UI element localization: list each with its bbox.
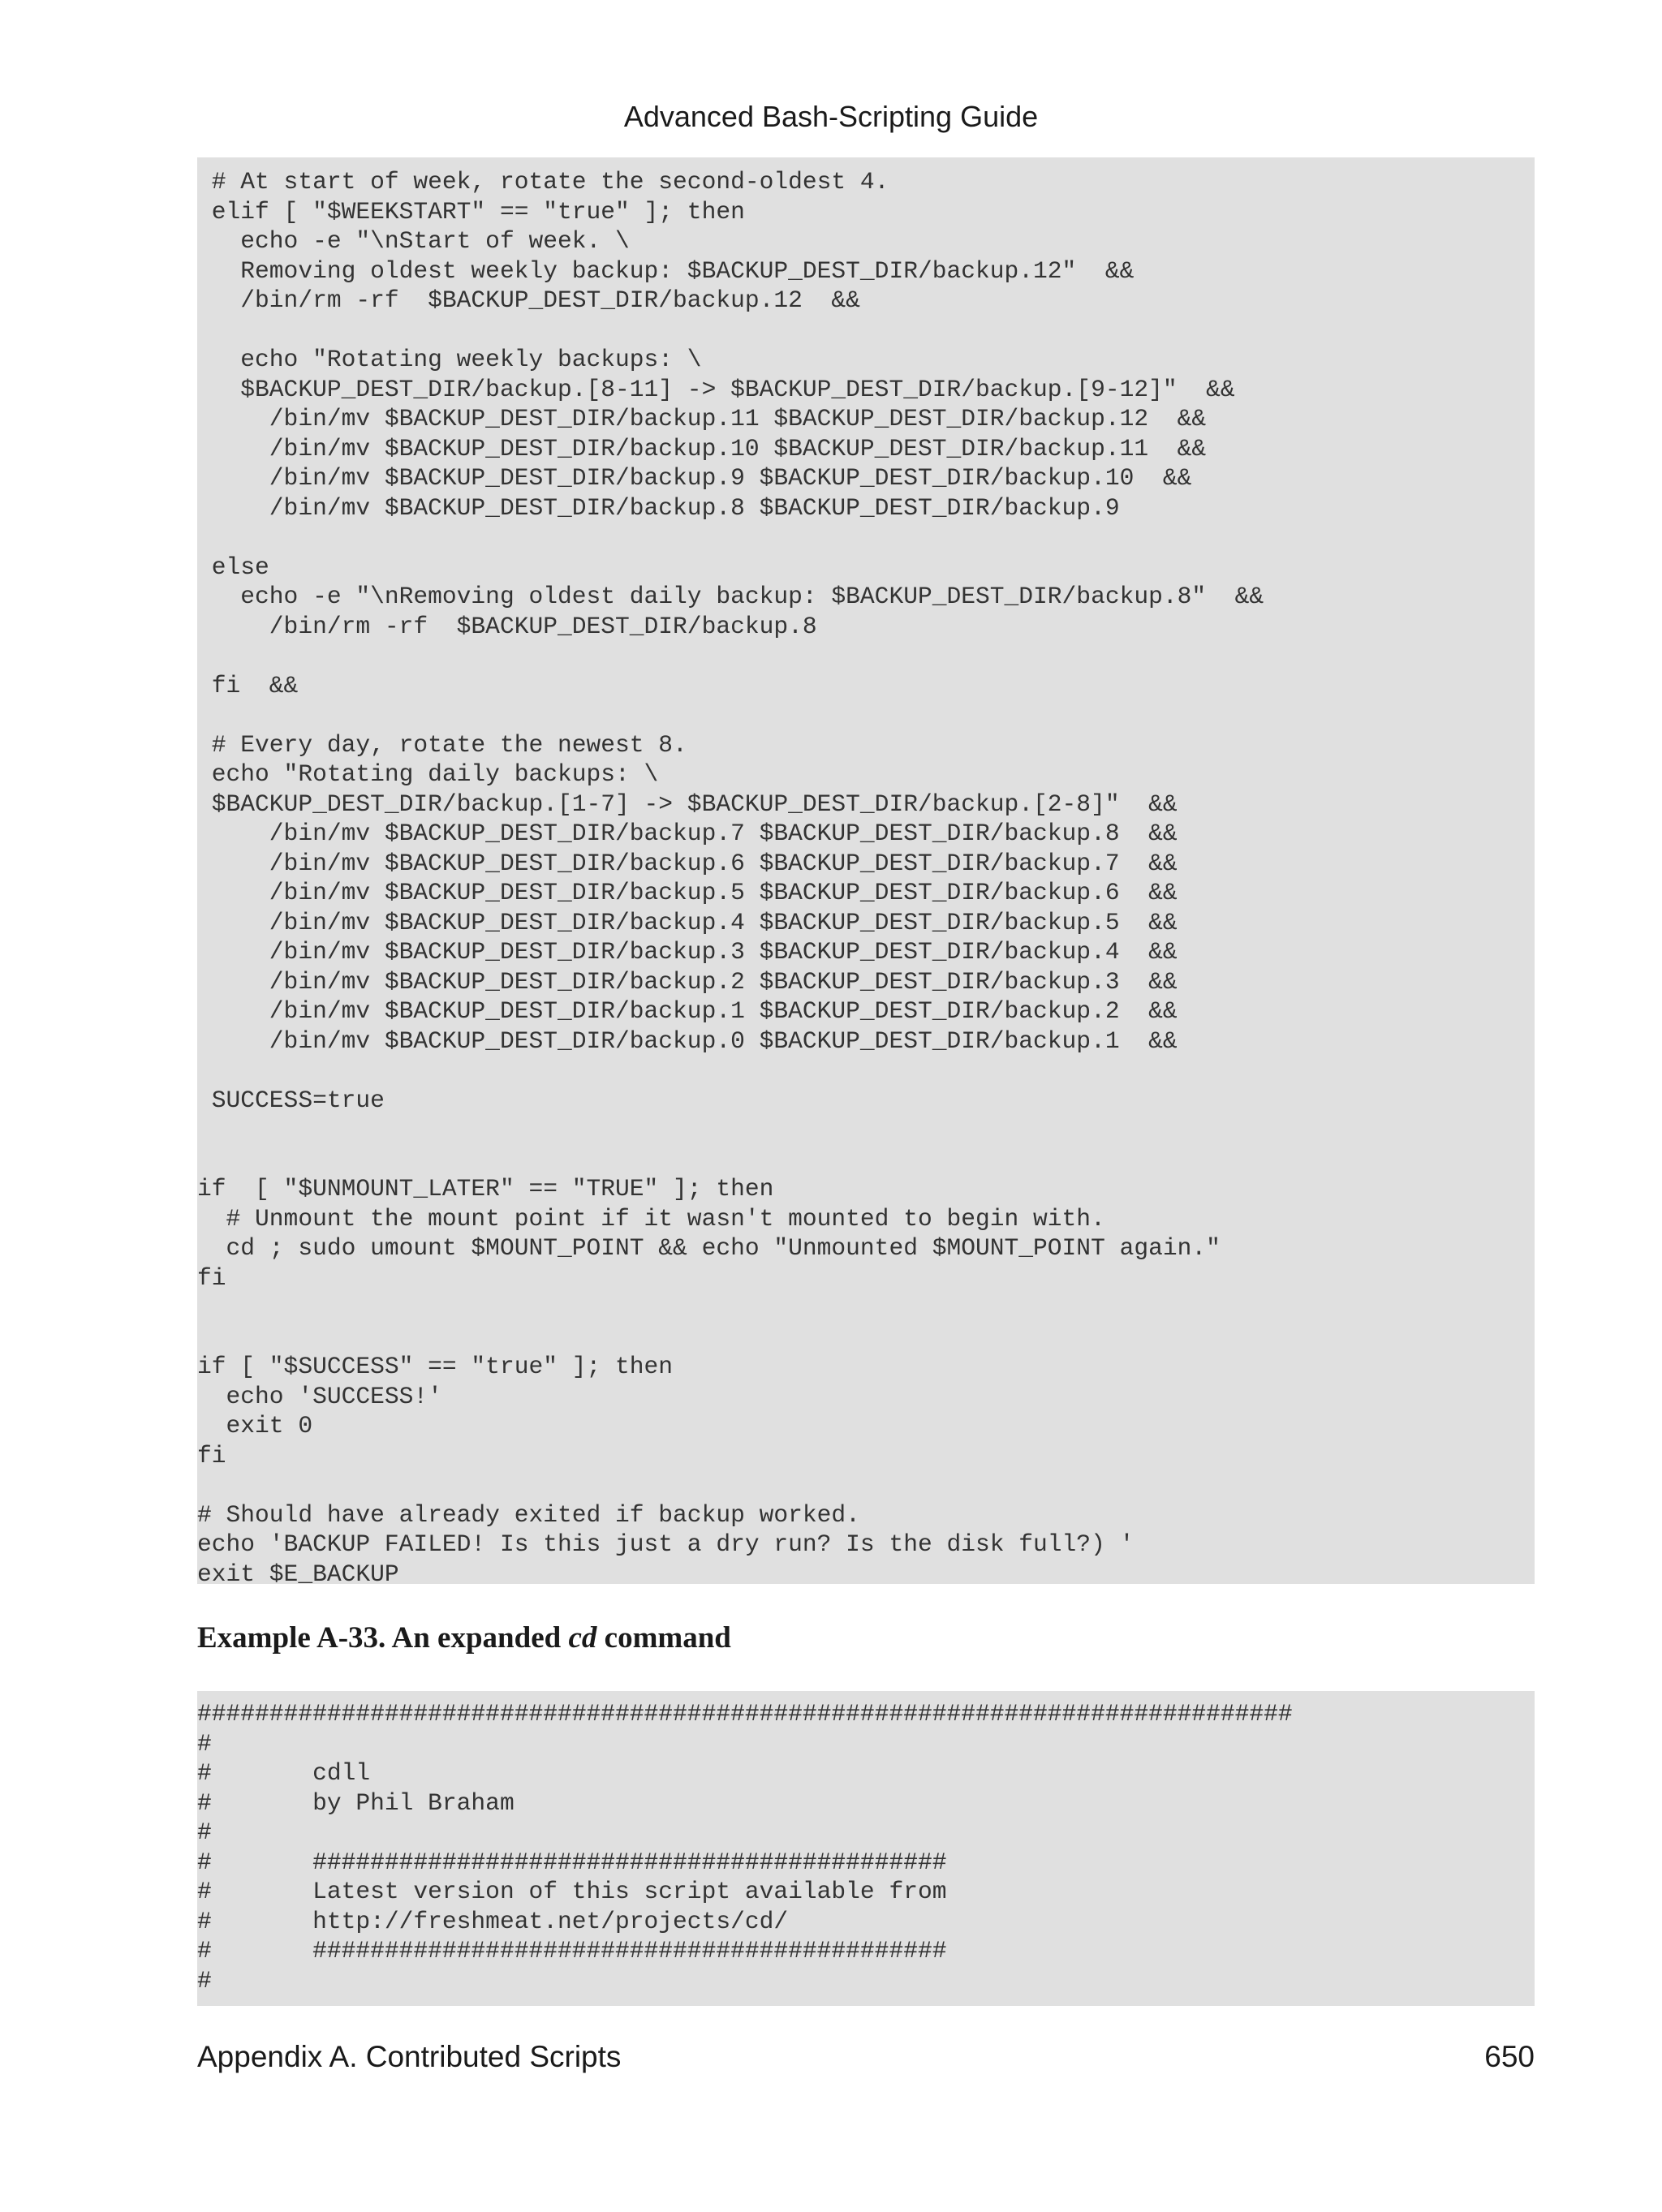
code-line: #: [197, 1966, 212, 1995]
code-line: echo "Rotating weekly backups: \: [197, 346, 702, 373]
code-line: # Unmount the mount point if it wasn't mounted to begin with.: [197, 1204, 1105, 1233]
code-line: echo 'SUCCESS!': [197, 1382, 442, 1410]
code-line: #: [197, 1818, 212, 1846]
code-line: [197, 641, 1535, 671]
code-line: [197, 1056, 1535, 1086]
example-title-suffix: command: [596, 1621, 731, 1655]
code-line: /bin/mv $BACKUP_DEST_DIR/backup.8 $BACKUP_DEST_DIR/backup.9: [197, 493, 1120, 522]
code-line: [197, 1145, 1535, 1175]
code-line: [197, 700, 1535, 730]
code-line: fi &&: [197, 671, 299, 699]
code-line: echo "Rotating daily backups: \: [197, 760, 659, 788]
footer-section-title: Appendix A. Contributed Scripts: [197, 2040, 622, 2073]
code-line: [197, 1323, 1535, 1353]
code-line: SUCCESS=true: [197, 1086, 385, 1114]
code-line: if [ "$SUCCESS" == "true" ]; then: [197, 1353, 674, 1380]
code-line: # by Phil Braham: [197, 1788, 515, 1817]
code-line: /bin/mv $BACKUP_DEST_DIR/backup.7 $BACKUP_DEST_DIR/backup.8 &&: [197, 820, 1178, 847]
code-line: Removing oldest weekly backup: $BACKUP_DEST_DIR/backup.12" &&: [197, 256, 1135, 285]
code-line: ############################################################################: [197, 1700, 1293, 1728]
code-block-cdll: [197, 1691, 1535, 2006]
code-line: /bin/mv $BACKUP_DEST_DIR/backup.5 $BACKUP_DEST_DIR/backup.6 &&: [197, 879, 1178, 906]
code-block-backup-rotation: [197, 157, 1535, 1584]
code-line: # ############################################: [197, 1848, 947, 1876]
code-line: /bin/mv $BACKUP_DEST_DIR/backup.11 $BACKUP_DEST_DIR/backup.12 &&: [197, 405, 1207, 433]
code-line: # ############################################: [197, 1937, 947, 1965]
code-line: # Latest version of this script available from: [197, 1878, 947, 1905]
code-line: $BACKUP_DEST_DIR/backup.[8-11] -> $BACKUP_DEST_DIR/backup.[9-12]" &&: [197, 375, 1235, 403]
code-line: else: [197, 553, 269, 581]
code-line: exit 0: [197, 1412, 313, 1440]
code-line: /bin/mv $BACKUP_DEST_DIR/backup.2 $BACKUP_DEST_DIR/backup.3 &&: [197, 967, 1178, 996]
code-line: /bin/mv $BACKUP_DEST_DIR/backup.9 $BACKUP_DEST_DIR/backup.10 &&: [197, 464, 1192, 492]
page-header: Advanced Bash-Scripting Guide: [623, 100, 1039, 133]
code-line: $BACKUP_DEST_DIR/backup.[1-7] -> $BACKUP_DEST_DIR/backup.[2-8]" &&: [197, 790, 1178, 818]
code-line: fi: [197, 1263, 226, 1292]
code-line: # http://freshmeat.net/projects/cd/: [197, 1907, 789, 1935]
code-line: echo 'BACKUP FAILED! Is this just a dry run? Is the disk full?) ': [197, 1530, 1135, 1558]
example-title-prefix: Example A-33. An expanded: [197, 1621, 569, 1655]
code-line: /bin/mv $BACKUP_DEST_DIR/backup.6 $BACKUP_DEST_DIR/backup.7 &&: [197, 849, 1178, 877]
code-line: [197, 1293, 1535, 1323]
code-line: exit $E_BACKUP: [197, 1560, 399, 1584]
code-line: echo -e "\nStart of week. \: [197, 227, 630, 255]
code-line: /bin/mv $BACKUP_DEST_DIR/backup.3 $BACKUP_DEST_DIR/backup.4 &&: [197, 938, 1178, 966]
code-line: #: [197, 1729, 212, 1758]
code-line: # Should have already exited if backup worked.: [197, 1500, 860, 1529]
code-line: [197, 316, 1535, 346]
code-line: echo -e "\nRemoving oldest daily backup: $BACKUP_DEST_DIR/backup.8" &&: [197, 583, 1264, 610]
code-line: # Every day, rotate the newest 8.: [197, 730, 687, 759]
code-line: [197, 1470, 1535, 1500]
code-line: /bin/rm -rf $BACKUP_DEST_DIR/backup.12 &&: [197, 286, 860, 314]
code-line: # At start of week, rotate the second-oldest 4.: [197, 168, 889, 196]
code-line: cd ; sudo umount $MOUNT_POINT && echo "Unmounted $MOUNT_POINT again.": [197, 1234, 1221, 1262]
example-title: [197, 1620, 731, 1657]
code-line: elif [ "$WEEKSTART" == "true" ]; then: [197, 197, 745, 226]
code-line: /bin/mv $BACKUP_DEST_DIR/backup.1 $BACKUP_DEST_DIR/backup.2 &&: [197, 997, 1178, 1025]
code-line: [197, 1115, 1535, 1145]
code-line: /bin/mv $BACKUP_DEST_DIR/backup.4 $BACKUP_DEST_DIR/backup.5 &&: [197, 908, 1178, 936]
code-line: /bin/mv $BACKUP_DEST_DIR/backup.0 $BACKUP_DEST_DIR/backup.1 &&: [197, 1026, 1178, 1055]
code-line: # cdll: [197, 1759, 371, 1787]
code-line: fi: [197, 1441, 226, 1470]
code-line: /bin/mv $BACKUP_DEST_DIR/backup.10 $BACKUP_DEST_DIR/backup.11 &&: [197, 434, 1207, 463]
code-line: if [ "$UNMOUNT_LATER" == "TRUE" ]; then: [197, 1175, 774, 1203]
example-title-command: cd: [568, 1621, 597, 1655]
code-line: [197, 523, 1535, 553]
page-number: 650: [1484, 2040, 1535, 2073]
code-line: /bin/rm -rf $BACKUP_DEST_DIR/backup.8: [197, 612, 817, 640]
